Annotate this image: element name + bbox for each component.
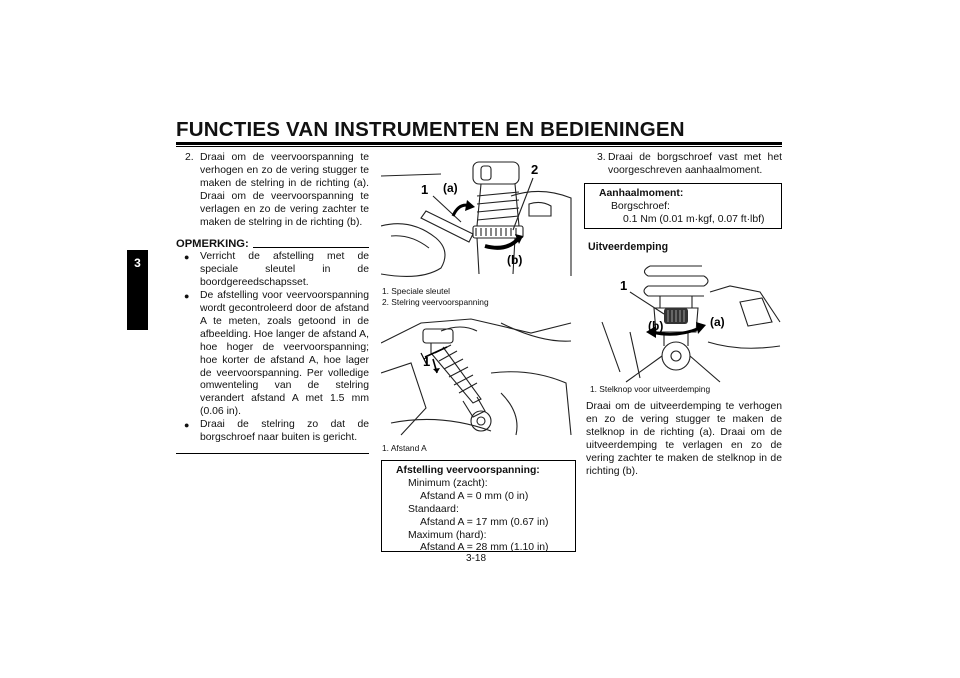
callout-1: 1 — [620, 278, 628, 293]
spec-value: Afstand A = 0 mm (0 in) — [420, 490, 529, 502]
step-text: Draai de borgschroef vast met het voorgeschreven aanhaalmoment. — [608, 152, 782, 176]
note-bullet-2 — [176, 290, 369, 419]
callout-b: (b) — [507, 253, 523, 267]
shock-adjuster-figure — [381, 156, 576, 286]
bullet-text: De afstelling voor veervoorspanning wordt gecontroleerd door de afstand A te meten, zoals getoond in de afbeelding. Hoe langer de afstand A, hoe hoger de veervoorspanning; hoe korter de afstand A, hoe lager de veervoorspanning. Per volledige omwenteling van de stelring verandert afstand A met 1.5 mm (0.06 in). — [200, 290, 369, 418]
note-bullet-3 — [176, 419, 369, 445]
spring-preload-spec-box — [381, 460, 576, 552]
callout-a: (a) — [710, 315, 725, 329]
rebound-paragraph: Draai om de uitveerdemping te verhogen en zo de vering stugger te maken de stelknop in de richting (a). Draai om de uitveerdemping te verlagen en zo de vering zachter te maken de stelknop in de richting (b). — [586, 401, 782, 477]
rebound-heading: Uitveerdemping — [588, 241, 669, 253]
step-number: 2. — [185, 152, 194, 163]
note-heading — [176, 238, 369, 251]
step-number: 3. — [597, 152, 606, 163]
spec-title: Afstelling veervoorspanning: — [396, 465, 540, 476]
step-2 — [176, 152, 369, 229]
spec-value: Afstand A = 28 mm (1.10 in) — [420, 542, 549, 554]
spec-value: Afstand A = 17 mm (0.67 in) — [420, 516, 549, 528]
step-3 — [584, 152, 782, 178]
left-column — [176, 152, 369, 454]
chapter-tab: 3 — [127, 250, 148, 330]
page-title: FUNCTIES VAN INSTRUMENTEN EN BEDIENINGEN — [176, 118, 685, 141]
title-rule — [176, 142, 782, 145]
note-title: OPMERKING: — [176, 238, 249, 251]
bullet-icon: ● — [184, 252, 190, 263]
spec-label: Standaard: — [408, 503, 459, 515]
spec-title: Aanhaalmoment: — [599, 188, 684, 199]
bullet-icon: ● — [184, 291, 190, 302]
title-rule-thin — [176, 146, 782, 147]
callout-a: (a) — [443, 181, 458, 195]
figure-2-captions — [382, 443, 427, 454]
caption-item: 1. Afstand A — [382, 443, 427, 453]
page-number: 3-18 — [466, 553, 487, 564]
caption-item: 2. Stelring veervoorspanning — [382, 296, 489, 307]
torque-spec-box — [584, 183, 782, 229]
bullet-icon: ● — [184, 420, 190, 431]
right-column-step-3 — [584, 152, 782, 178]
note-bullet-1 — [176, 251, 369, 290]
callout-2: 2 — [531, 162, 539, 177]
callout-1: 1 — [421, 182, 429, 197]
callout-b: (b) — [648, 319, 664, 333]
spec-label: Maximum (hard): — [408, 529, 487, 541]
step-text: Draai om de veervoorspanning te verhogen en zo de vering stugger te maken de stelring in de richting (a). Draai om de veervoorspanning te verlagen en zo de vering zachter te maken de stelring in de richting (b). — [200, 152, 369, 228]
rebound-adjuster-figure — [590, 262, 782, 384]
callout-1: 1 — [423, 354, 431, 369]
distance-a-figure — [381, 313, 576, 438]
spec-value: 0.1 Nm (0.01 m·kgf, 0.07 ft·lbf) — [623, 213, 765, 225]
figure-3-caption: 1. Stelknop voor uitveerdemping — [590, 384, 711, 394]
caption-item: 1. Speciale sleutel — [382, 286, 450, 296]
bullet-text: Verricht de afstelling met de speciale sleutel in de boordgereedschapsset. — [200, 251, 369, 289]
bullet-text: Draai de stelring zo dat de borgschroef naar buiten is gericht. — [200, 419, 369, 444]
spec-label: Borgschroef: — [611, 200, 670, 212]
note-end-rule — [176, 453, 369, 454]
note-rule — [253, 247, 369, 248]
figure-1-captions — [382, 286, 489, 308]
spec-label: Minimum (zacht): — [408, 477, 488, 489]
